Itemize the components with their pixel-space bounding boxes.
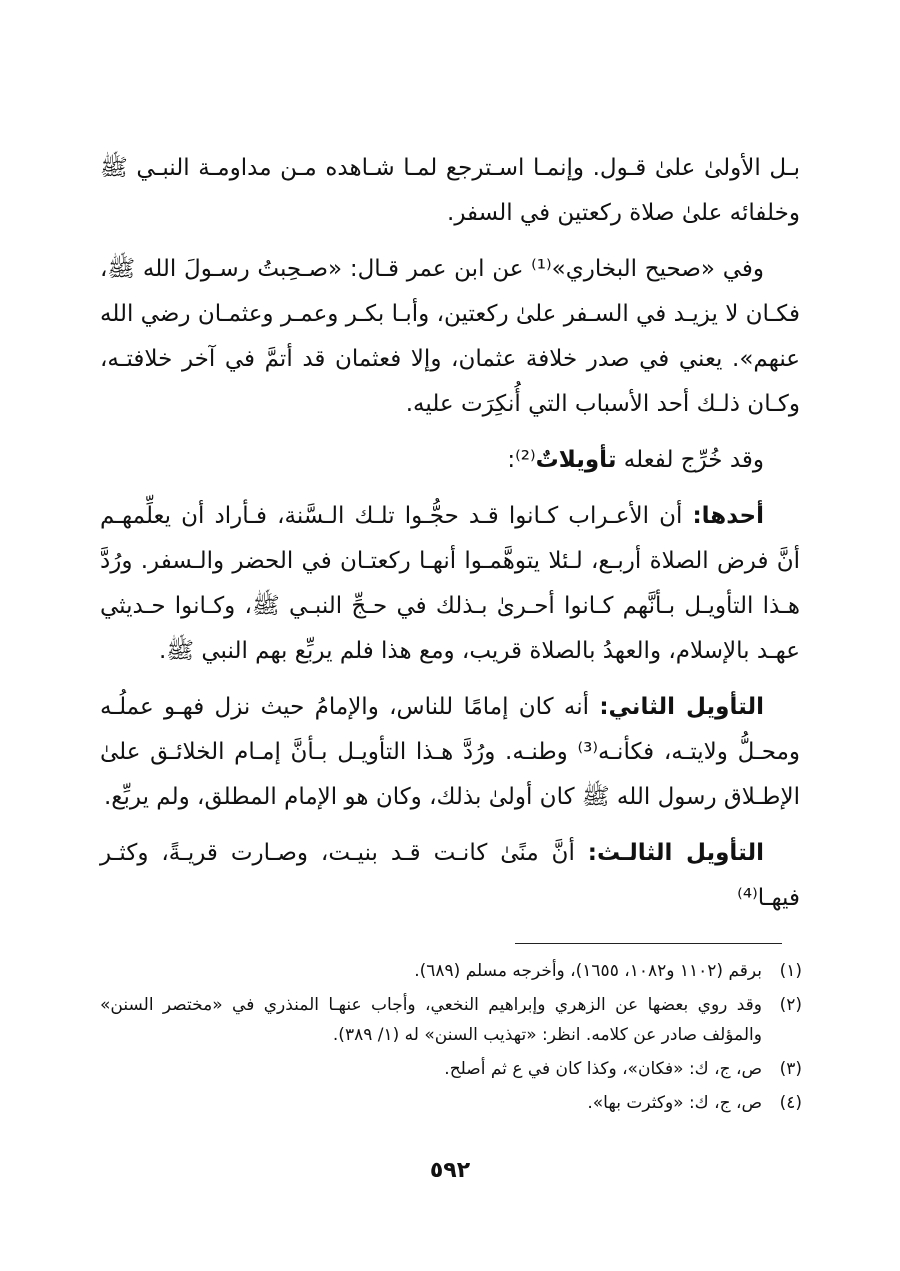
paragraph-2-text: وفي «صحيح البخاري»⁽¹⁾ عن ابن عمر قـال: «صـحِبتُ رسـولَ الله ﷺ، فكـان لا يزيـد في السـفر علىٰ ركعتين، وأبـا بكـر وعمـر وعثمـان رضي الله عنهم». يعني في صدر خلافة عثمان، وإلا فعثمان قد أتمَّ في آخر خلافتـه، وكـان ذلـك أحد الأسباب التي أُنكِرَت عليه. xyxy=(100,256,800,417)
page-number: ٥٩٢ xyxy=(429,1158,471,1183)
footnote-number: (٣) xyxy=(779,1059,802,1079)
paragraph-6 xyxy=(100,831,800,921)
footnote-text: ص، ج، ك: «وكثرت بها». xyxy=(587,1093,762,1113)
paragraph-4-heading: أحدها: xyxy=(692,503,764,529)
footnote-text: برقم (١١٠٢ و١٠٨٢، ١٦٥٥)، وأخرجه مسلم (٦٨٩). xyxy=(414,961,762,981)
paragraph-3 xyxy=(100,438,800,483)
paragraph-2 xyxy=(100,247,800,427)
paragraph-3-tail: ⁽²⁾: xyxy=(507,447,536,473)
paragraph-4 xyxy=(100,494,800,674)
footnote-text: وقد روي بعضها عن الزهري وإبراهيم النخعي، وأجاب عنهـا المنذري في «مختصر السنن» والمؤلف صادر عن كلامه. انظر: «تهذيب السنن» له (١/ ٣٨٩). xyxy=(100,995,762,1045)
footnote-number: (٤) xyxy=(779,1093,802,1113)
footnote-separator xyxy=(515,943,782,944)
paragraph-3-keyword: تأويلاتٌ xyxy=(535,447,617,473)
paragraph-1 xyxy=(100,146,800,236)
footnote-number: (١) xyxy=(779,961,802,981)
main-text xyxy=(100,146,800,932)
footnote-1 xyxy=(100,956,802,986)
footnote-3 xyxy=(100,1054,802,1084)
footnote-4 xyxy=(100,1088,802,1118)
footnote-2 xyxy=(100,990,802,1050)
paragraph-4-text: أن الأعـراب كـانوا قـد حجُّـوا تلـك الـسَّنة، فـأراد أن يعلِّمهـم أنَّ فرض الصلاة أربـع، لـئلا يتوهَّمـوا أنهـا ركعتـان في الحضر والـسفر. ورُدَّ هـذا التأويـل بـأنَّهم كـانوا أحـرىٰ بـذلك في حـجِّ النبـي ﷺ، وكـانوا حـديثي عهـد بالإسلام، والعهدُ بالصلاة قريب، ومع هذا فلم يربِّع بهم النبي ﷺ. xyxy=(100,503,800,664)
paragraph-1-text: بـل الأولىٰ علىٰ قـول. وإنمـا اسـترجع لمـا شـاهده مـن مداومـة النبـي ﷺ وخلفائه علىٰ صلاة ركعتين في السفر. xyxy=(100,155,800,226)
paragraph-6-heading: التأويل الثالـث: xyxy=(587,840,764,866)
footnote-text: ص، ج، ك: «فكان»، وكذا كان في ع ثم أصلح. xyxy=(444,1059,762,1079)
paragraph-5 xyxy=(100,685,800,820)
paragraph-5-heading: التأويل الثاني: xyxy=(599,694,764,720)
paragraph-3-lead: وقد خُرِّج لفعله xyxy=(616,447,764,473)
paragraph-6-text: أنَّ منًىٰ كانـت قـد بنيـت، وصـارت قريـةً، وكثـر فيهـا⁽⁴⁾ xyxy=(100,840,800,911)
footnote-number: (٢) xyxy=(779,995,802,1015)
paragraph-5-text: أنه كان إمامًا للناس، والإمامُ حيث نزل فهـو عملُـه ومحـلُّ ولايتـه، فكأنـه⁽³⁾ وطنـه. ورُدَّ هـذا التأويـل بـأنَّ إمـام الخلائـق علىٰ الإطـلاق رسول الله ﷺ كان أولىٰ بذلك، وكان هو الإمام المطلق، ولم يربِّع. xyxy=(100,694,801,810)
footnotes xyxy=(100,956,802,1122)
